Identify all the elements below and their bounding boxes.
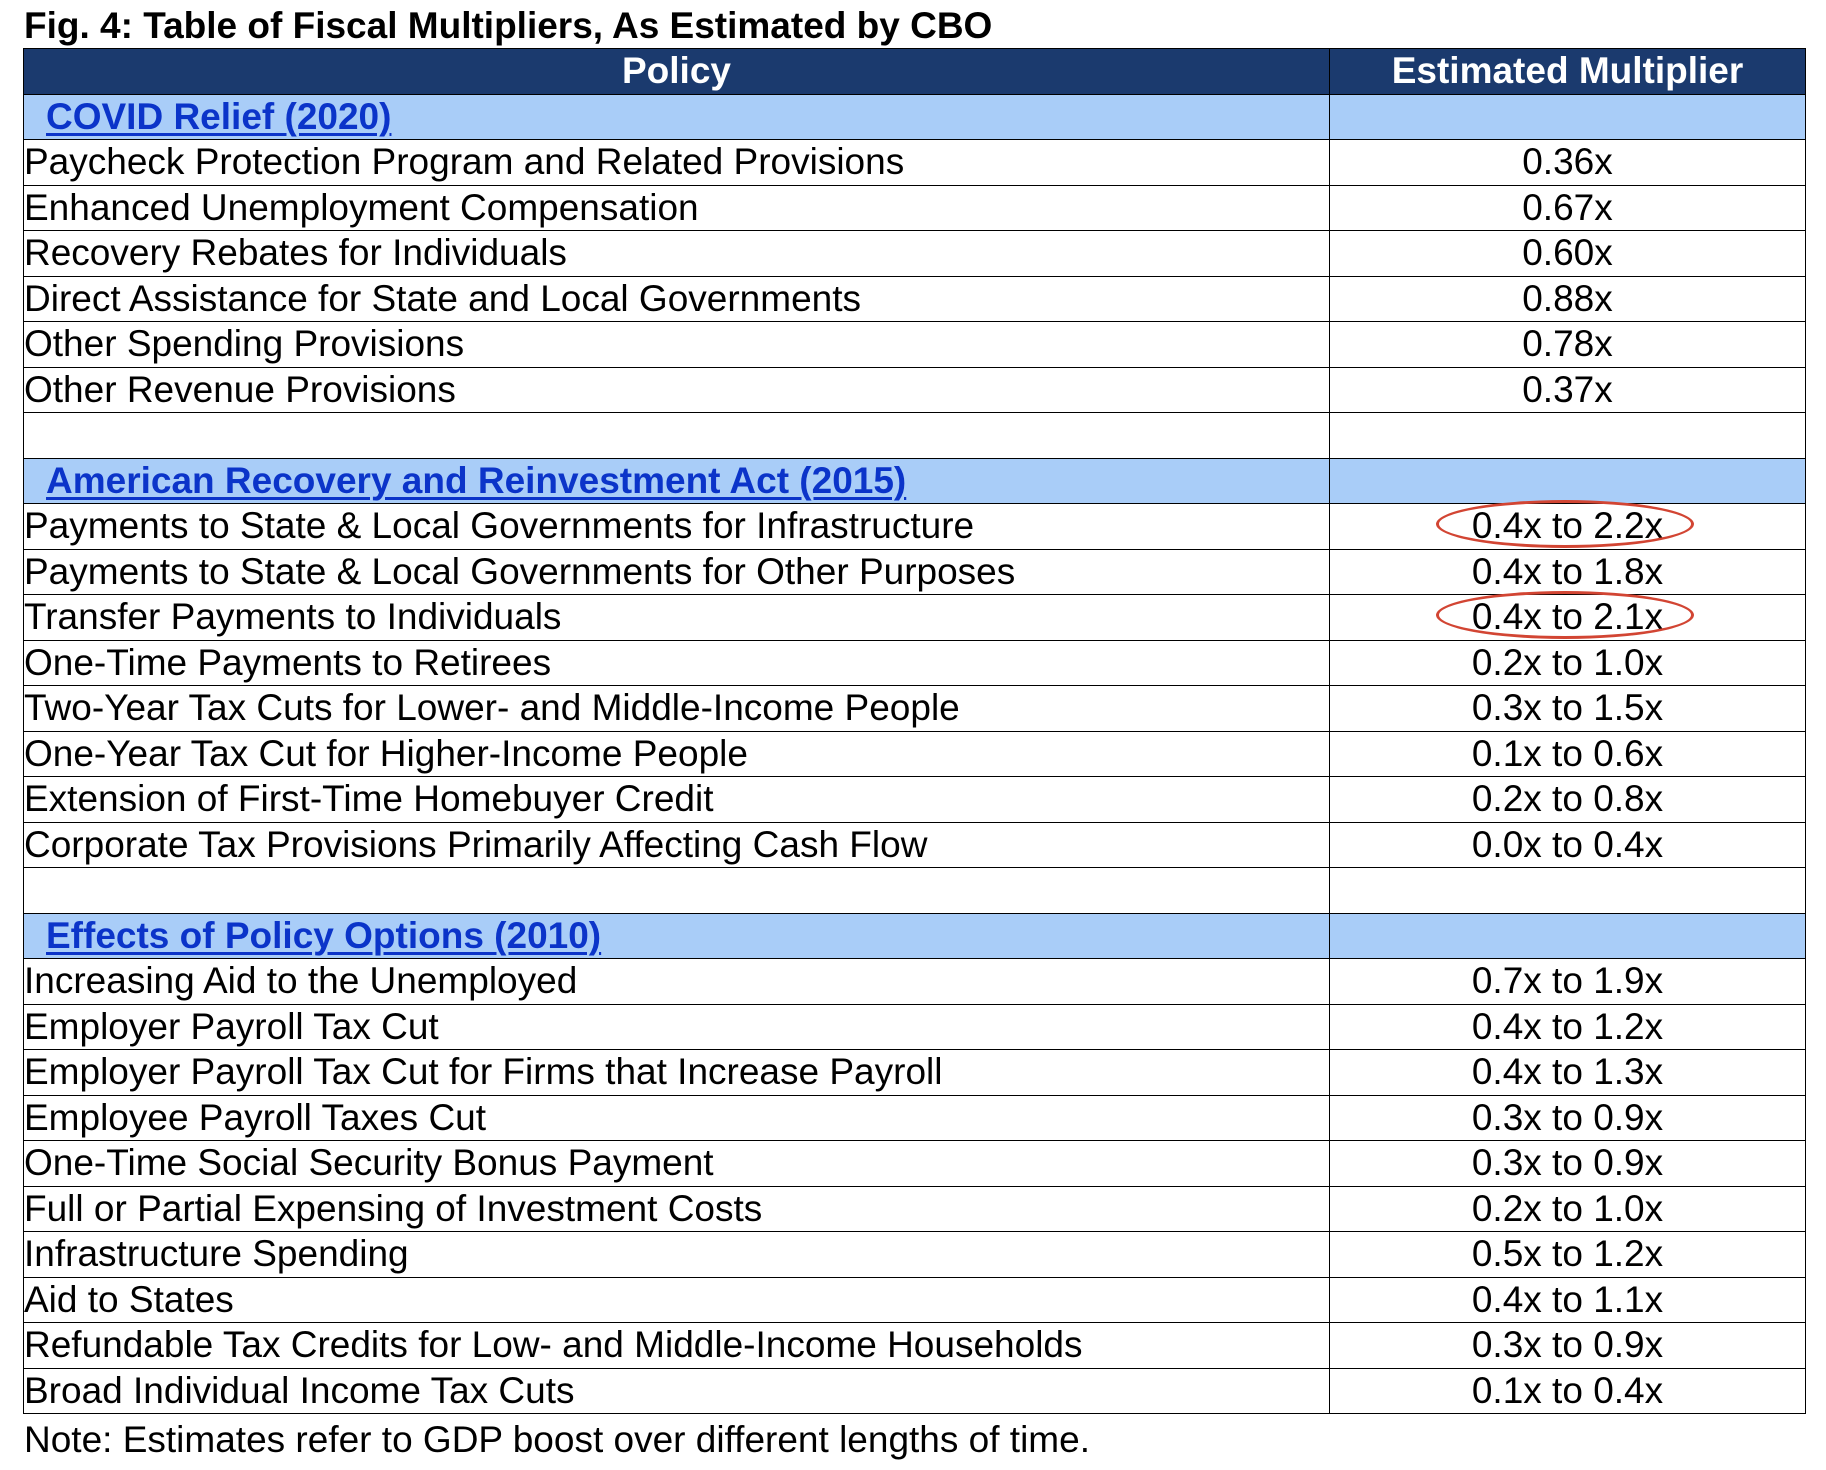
policy-cell: Increasing Aid to the Unemployed: [24, 959, 1330, 1005]
section-name-cell: [24, 458, 1330, 504]
multiplier-value: 0.1x to 0.6x: [1471, 732, 1664, 774]
table-row: [24, 322, 1806, 368]
spacer-cell: [1330, 413, 1806, 459]
table-row: [24, 549, 1806, 595]
table-row: [24, 1323, 1806, 1369]
table-row: [24, 686, 1806, 732]
table-row: [24, 822, 1806, 868]
multiplier-value: 0.4x to 2.1x: [1471, 596, 1664, 638]
policy-cell: Two-Year Tax Cuts for Lower- and Middle-Income People: [24, 686, 1330, 732]
column-header-policy: Policy: [24, 49, 1330, 95]
policy-cell: Employer Payroll Tax Cut for Firms that Increase Payroll: [24, 1050, 1330, 1096]
multiplier-cell: [1330, 504, 1806, 550]
multiplier-cell: [1330, 276, 1806, 322]
multiplier-cell: [1330, 822, 1806, 868]
multiplier-cell: [1330, 231, 1806, 277]
policy-cell: One-Year Tax Cut for Higher-Income People: [24, 731, 1330, 777]
multiplier-cell: [1330, 1186, 1806, 1232]
table-row: [24, 1095, 1806, 1141]
table-row: [24, 1186, 1806, 1232]
policy-cell: Infrastructure Spending: [24, 1232, 1330, 1278]
policy-cell: Refundable Tax Credits for Low- and Middle-Income Households: [24, 1323, 1330, 1369]
multiplier-cell: [1330, 1095, 1806, 1141]
policy-cell: Employee Payroll Taxes Cut: [24, 1095, 1330, 1141]
table-row: [24, 231, 1806, 277]
table-row: [24, 959, 1806, 1005]
table-body: [24, 94, 1806, 1414]
multiplier-value: 0.3x to 0.9x: [1471, 1096, 1664, 1138]
figure-title: Fig. 4: Table of Fiscal Multipliers, As Estimated by CBO: [24, 5, 993, 46]
multiplier-value: 0.67x: [1522, 186, 1613, 228]
table-row: [24, 276, 1806, 322]
table-row: [24, 1277, 1806, 1323]
multiplier-cell: [1330, 1277, 1806, 1323]
multiplier-cell: [1330, 731, 1806, 777]
multiplier-cell: [1330, 777, 1806, 823]
policy-cell: Corporate Tax Provisions Primarily Affecting Cash Flow: [24, 822, 1330, 868]
policy-cell: Direct Assistance for State and Local Governments: [24, 276, 1330, 322]
table-row: [24, 367, 1806, 413]
table-row: [24, 1004, 1806, 1050]
multiplier-cell: [1330, 1232, 1806, 1278]
policy-cell: Payments to State & Local Governments for Infrastructure: [24, 504, 1330, 550]
policy-cell: Full or Partial Expensing of Investment Costs: [24, 1186, 1330, 1232]
multiplier-value: 0.7x to 1.9x: [1471, 960, 1664, 1002]
policy-cell: Other Spending Provisions: [24, 322, 1330, 368]
section-name-cell: [24, 913, 1330, 959]
multiplier-value: 0.4x to 1.8x: [1471, 550, 1664, 592]
multiplier-value: 0.2x to 1.0x: [1471, 1187, 1664, 1229]
table-row: [24, 185, 1806, 231]
column-header-multiplier: Estimated Multiplier: [1330, 49, 1806, 95]
spacer-cell: [24, 413, 1330, 459]
multiplier-value: 0.0x to 0.4x: [1471, 823, 1664, 865]
multiplier-cell: [1330, 1004, 1806, 1050]
section-empty-cell: [1330, 94, 1806, 140]
section-link[interactable]: American Recovery and Reinvestment Act (2015): [46, 459, 907, 501]
multiplier-cell: [1330, 595, 1806, 641]
section-row: [24, 458, 1806, 504]
policy-cell: Payments to State & Local Governments for Other Purposes: [24, 549, 1330, 595]
multiplier-value: 0.4x to 1.2x: [1471, 1005, 1664, 1047]
policy-cell: Transfer Payments to Individuals: [24, 595, 1330, 641]
multiplier-value: 0.3x to 1.5x: [1471, 687, 1664, 729]
multiplier-value: 0.4x to 1.3x: [1471, 1051, 1664, 1093]
multiplier-cell: [1330, 185, 1806, 231]
multiplier-cell: [1330, 1050, 1806, 1096]
multiplier-value: 0.88x: [1522, 277, 1613, 319]
table-row: [24, 731, 1806, 777]
multiplier-cell: [1330, 549, 1806, 595]
table-row: [24, 140, 1806, 186]
section-row: [24, 913, 1806, 959]
table-row: [24, 777, 1806, 823]
multiplier-value: 0.37x: [1522, 368, 1613, 410]
multiplier-value: 0.78x: [1522, 323, 1613, 365]
fiscal-multipliers-table: [23, 48, 1806, 1414]
multiplier-value: 0.3x to 0.9x: [1471, 1142, 1664, 1184]
spacer-cell: [24, 868, 1330, 914]
section-link[interactable]: Effects of Policy Options (2010): [46, 914, 602, 956]
multiplier-value: 0.4x to 2.2x: [1471, 505, 1664, 547]
policy-cell: Recovery Rebates for Individuals: [24, 231, 1330, 277]
multiplier-value: 0.2x to 0.8x: [1471, 778, 1664, 820]
table-row: [24, 1368, 1806, 1414]
table-row: [24, 504, 1806, 550]
policy-cell: One-Time Social Security Bonus Payment: [24, 1141, 1330, 1187]
multiplier-cell: [1330, 140, 1806, 186]
spacer-row: [24, 413, 1806, 459]
section-empty-cell: [1330, 913, 1806, 959]
multiplier-cell: [1330, 959, 1806, 1005]
table-note: Note: Estimates refer to GDP boost over different lengths of time.: [24, 1419, 1090, 1460]
multiplier-value: 0.1x to 0.4x: [1471, 1369, 1664, 1411]
section-row: [24, 94, 1806, 140]
multiplier-value: 0.36x: [1522, 141, 1613, 183]
multiplier-value: 0.4x to 1.1x: [1471, 1278, 1664, 1320]
policy-cell: Enhanced Unemployment Compensation: [24, 185, 1330, 231]
policy-cell: One-Time Payments to Retirees: [24, 640, 1330, 686]
multiplier-cell: [1330, 367, 1806, 413]
table-row: [24, 595, 1806, 641]
section-link[interactable]: COVID Relief (2020): [46, 95, 392, 137]
multiplier-value: 0.5x to 1.2x: [1471, 1233, 1664, 1275]
policy-cell: Employer Payroll Tax Cut: [24, 1004, 1330, 1050]
table-row: [24, 640, 1806, 686]
table-row: [24, 1141, 1806, 1187]
policy-cell: Extension of First-Time Homebuyer Credit: [24, 777, 1330, 823]
spacer-cell: [1330, 868, 1806, 914]
spacer-row: [24, 868, 1806, 914]
table-row: [24, 1232, 1806, 1278]
table-header-row: [24, 49, 1806, 95]
multiplier-cell: [1330, 322, 1806, 368]
multiplier-cell: [1330, 1368, 1806, 1414]
section-name-cell: [24, 94, 1330, 140]
multiplier-cell: [1330, 686, 1806, 732]
multiplier-value: 0.3x to 0.9x: [1471, 1324, 1664, 1366]
multiplier-value: 0.60x: [1522, 232, 1613, 274]
multiplier-cell: [1330, 1323, 1806, 1369]
policy-cell: Paycheck Protection Program and Related Provisions: [24, 140, 1330, 186]
policy-cell: Broad Individual Income Tax Cuts: [24, 1368, 1330, 1414]
policy-cell: Aid to States: [24, 1277, 1330, 1323]
table-row: [24, 1050, 1806, 1096]
multiplier-cell: [1330, 1141, 1806, 1187]
policy-cell: Other Revenue Provisions: [24, 367, 1330, 413]
multiplier-value: 0.2x to 1.0x: [1471, 641, 1664, 683]
multiplier-cell: [1330, 640, 1806, 686]
section-empty-cell: [1330, 458, 1806, 504]
